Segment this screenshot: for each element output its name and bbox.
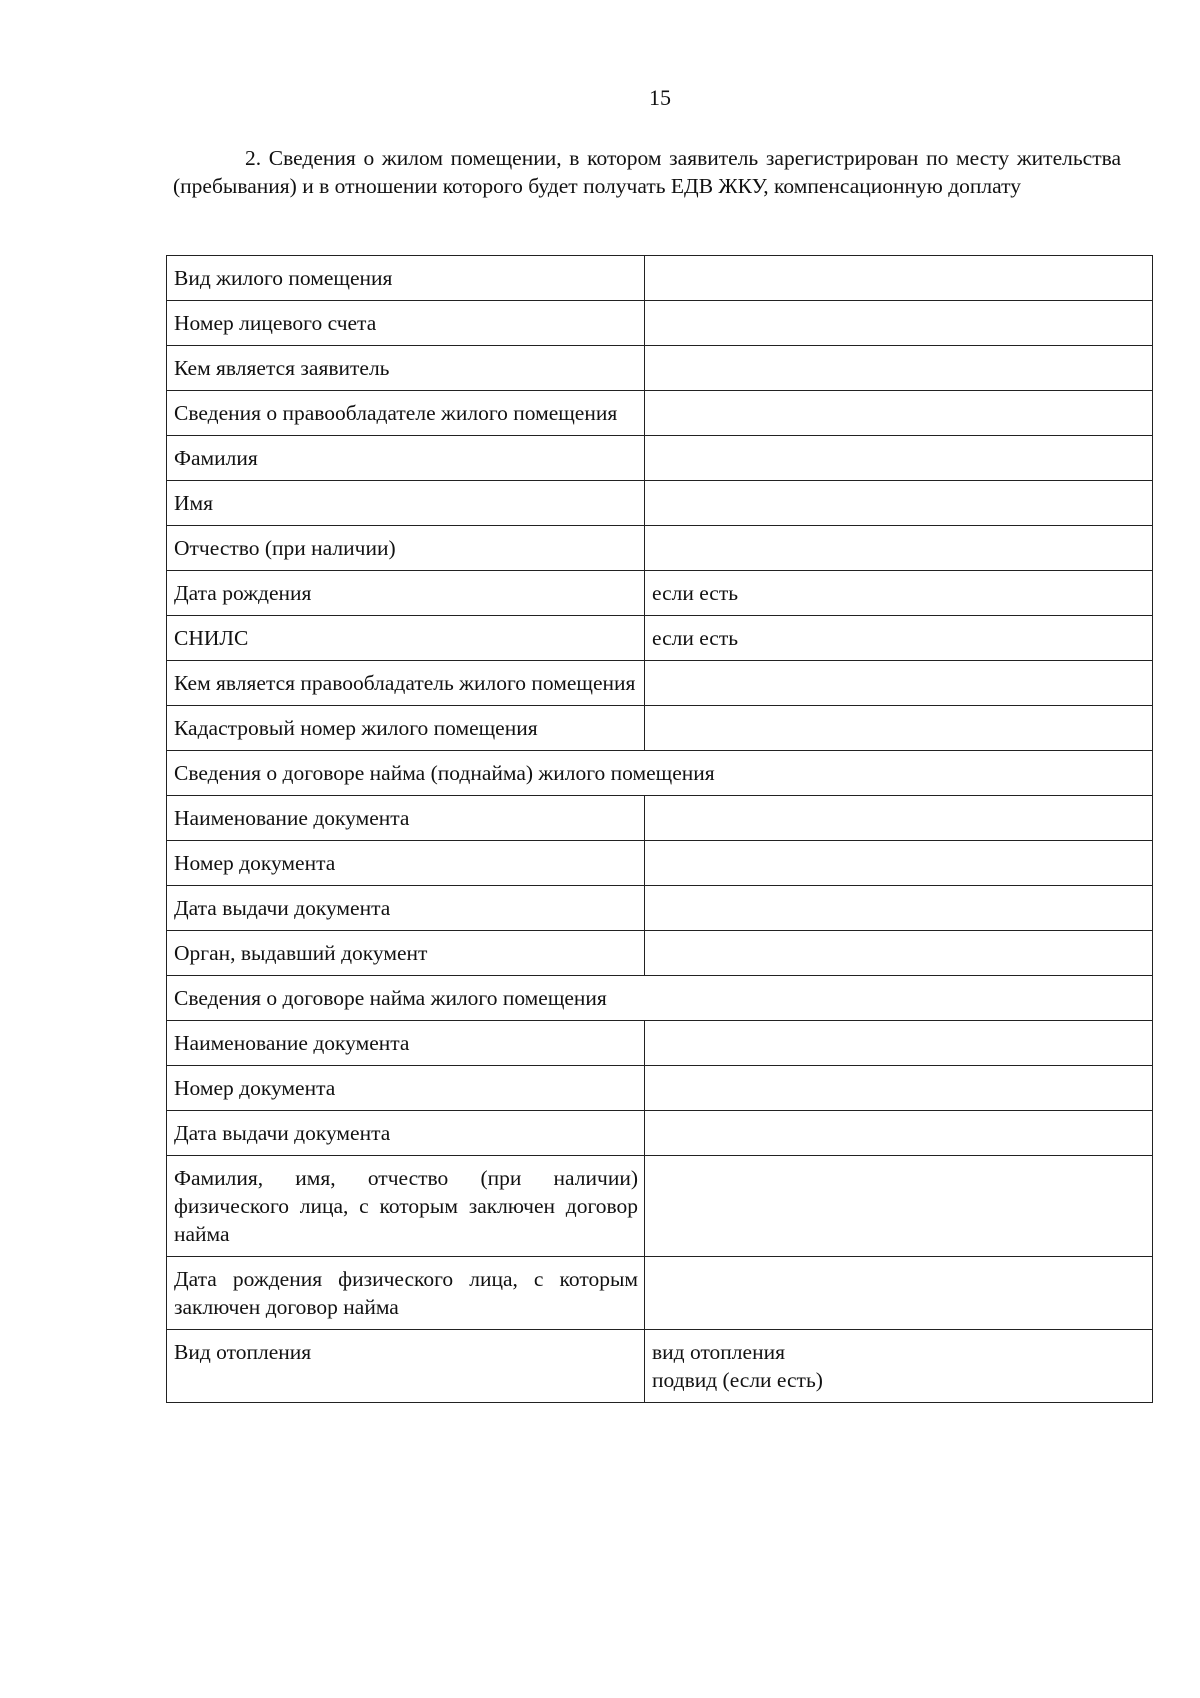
table-row xyxy=(167,841,1153,886)
field-value[interactable] xyxy=(645,1330,1153,1403)
field-value[interactable] xyxy=(645,1066,1153,1111)
field-value[interactable] xyxy=(645,1021,1153,1066)
field-label: Имя xyxy=(167,481,645,526)
field-value[interactable] xyxy=(645,661,1153,706)
housing-info-table xyxy=(166,255,1153,1403)
table-row xyxy=(167,1111,1153,1156)
table-row xyxy=(167,616,1153,661)
field-label: Дата выдачи документа xyxy=(167,1111,645,1156)
field-value[interactable] xyxy=(645,301,1153,346)
table-row xyxy=(167,391,1153,436)
table-row xyxy=(167,526,1153,571)
field-value[interactable] xyxy=(645,481,1153,526)
table-row xyxy=(167,436,1153,481)
field-value[interactable] xyxy=(645,256,1153,301)
table-row xyxy=(167,1330,1153,1403)
field-label: Номер лицевого счета xyxy=(167,301,645,346)
field-label: Вид жилого помещения xyxy=(167,256,645,301)
table-row xyxy=(167,886,1153,931)
field-value[interactable] xyxy=(645,931,1153,976)
field-label: Номер документа xyxy=(167,1066,645,1111)
field-label: Кадастровый номер жилого помещения xyxy=(167,706,645,751)
field-label: СНИЛС xyxy=(167,616,645,661)
field-value[interactable] xyxy=(645,841,1153,886)
field-label: Фамилия, имя, отчество (при наличии) физического лица, с которым заключен договор найма xyxy=(167,1156,645,1257)
section-heading: Сведения о договоре найма (поднайма) жилого помещения xyxy=(167,751,1153,796)
field-value[interactable] xyxy=(645,436,1153,481)
field-label: Дата рождения физического лица, с которым заключен договор найма xyxy=(167,1257,645,1330)
field-value[interactable] xyxy=(645,391,1153,436)
field-value-line: подвид (если есть) xyxy=(652,1368,823,1392)
table-section-row xyxy=(167,751,1153,796)
table-row xyxy=(167,931,1153,976)
field-value[interactable] xyxy=(645,1156,1153,1257)
field-label: Орган, выдавший документ xyxy=(167,931,645,976)
field-value[interactable] xyxy=(645,346,1153,391)
table-row xyxy=(167,1066,1153,1111)
field-label: Наименование документа xyxy=(167,1021,645,1066)
field-label: Номер документа xyxy=(167,841,645,886)
field-value[interactable] xyxy=(645,706,1153,751)
page-number: 15 xyxy=(649,85,671,110)
field-value[interactable]: если есть xyxy=(645,571,1153,616)
field-label: Отчество (при наличии) xyxy=(167,526,645,571)
table-row xyxy=(167,706,1153,751)
table-row xyxy=(167,346,1153,391)
section-intro: 2. Сведения о жилом помещении, в котором заявитель зарегистрирован по месту жительства (пребывания) и в отношении которого будет получать ЕДВ ЖКУ, компенсационную доплату xyxy=(173,146,1121,198)
table-row xyxy=(167,256,1153,301)
field-label: Вид отопления xyxy=(167,1330,645,1403)
field-label: Дата рождения xyxy=(167,571,645,616)
table-row xyxy=(167,301,1153,346)
table-row xyxy=(167,796,1153,841)
field-label: Наименование документа xyxy=(167,796,645,841)
table-row xyxy=(167,661,1153,706)
field-value[interactable]: если есть xyxy=(645,616,1153,661)
field-label: Дата выдачи документа xyxy=(167,886,645,931)
table-row xyxy=(167,1021,1153,1066)
field-label: Кем является правообладатель жилого помещения xyxy=(167,661,645,706)
field-label: Сведения о правообладателе жилого помещения xyxy=(167,391,645,436)
table-row xyxy=(167,481,1153,526)
section-heading: Сведения о договоре найма жилого помещения xyxy=(167,976,1153,1021)
field-value[interactable] xyxy=(645,1111,1153,1156)
table-row xyxy=(167,1156,1153,1257)
field-label: Кем является заявитель xyxy=(167,346,645,391)
field-value[interactable] xyxy=(645,1257,1153,1330)
field-value[interactable] xyxy=(645,886,1153,931)
field-value[interactable] xyxy=(645,526,1153,571)
field-value-line: вид отопления xyxy=(652,1340,785,1364)
field-label: Фамилия xyxy=(167,436,645,481)
table-row xyxy=(167,1257,1153,1330)
table-section-row xyxy=(167,976,1153,1021)
table-row xyxy=(167,571,1153,616)
field-value[interactable] xyxy=(645,796,1153,841)
